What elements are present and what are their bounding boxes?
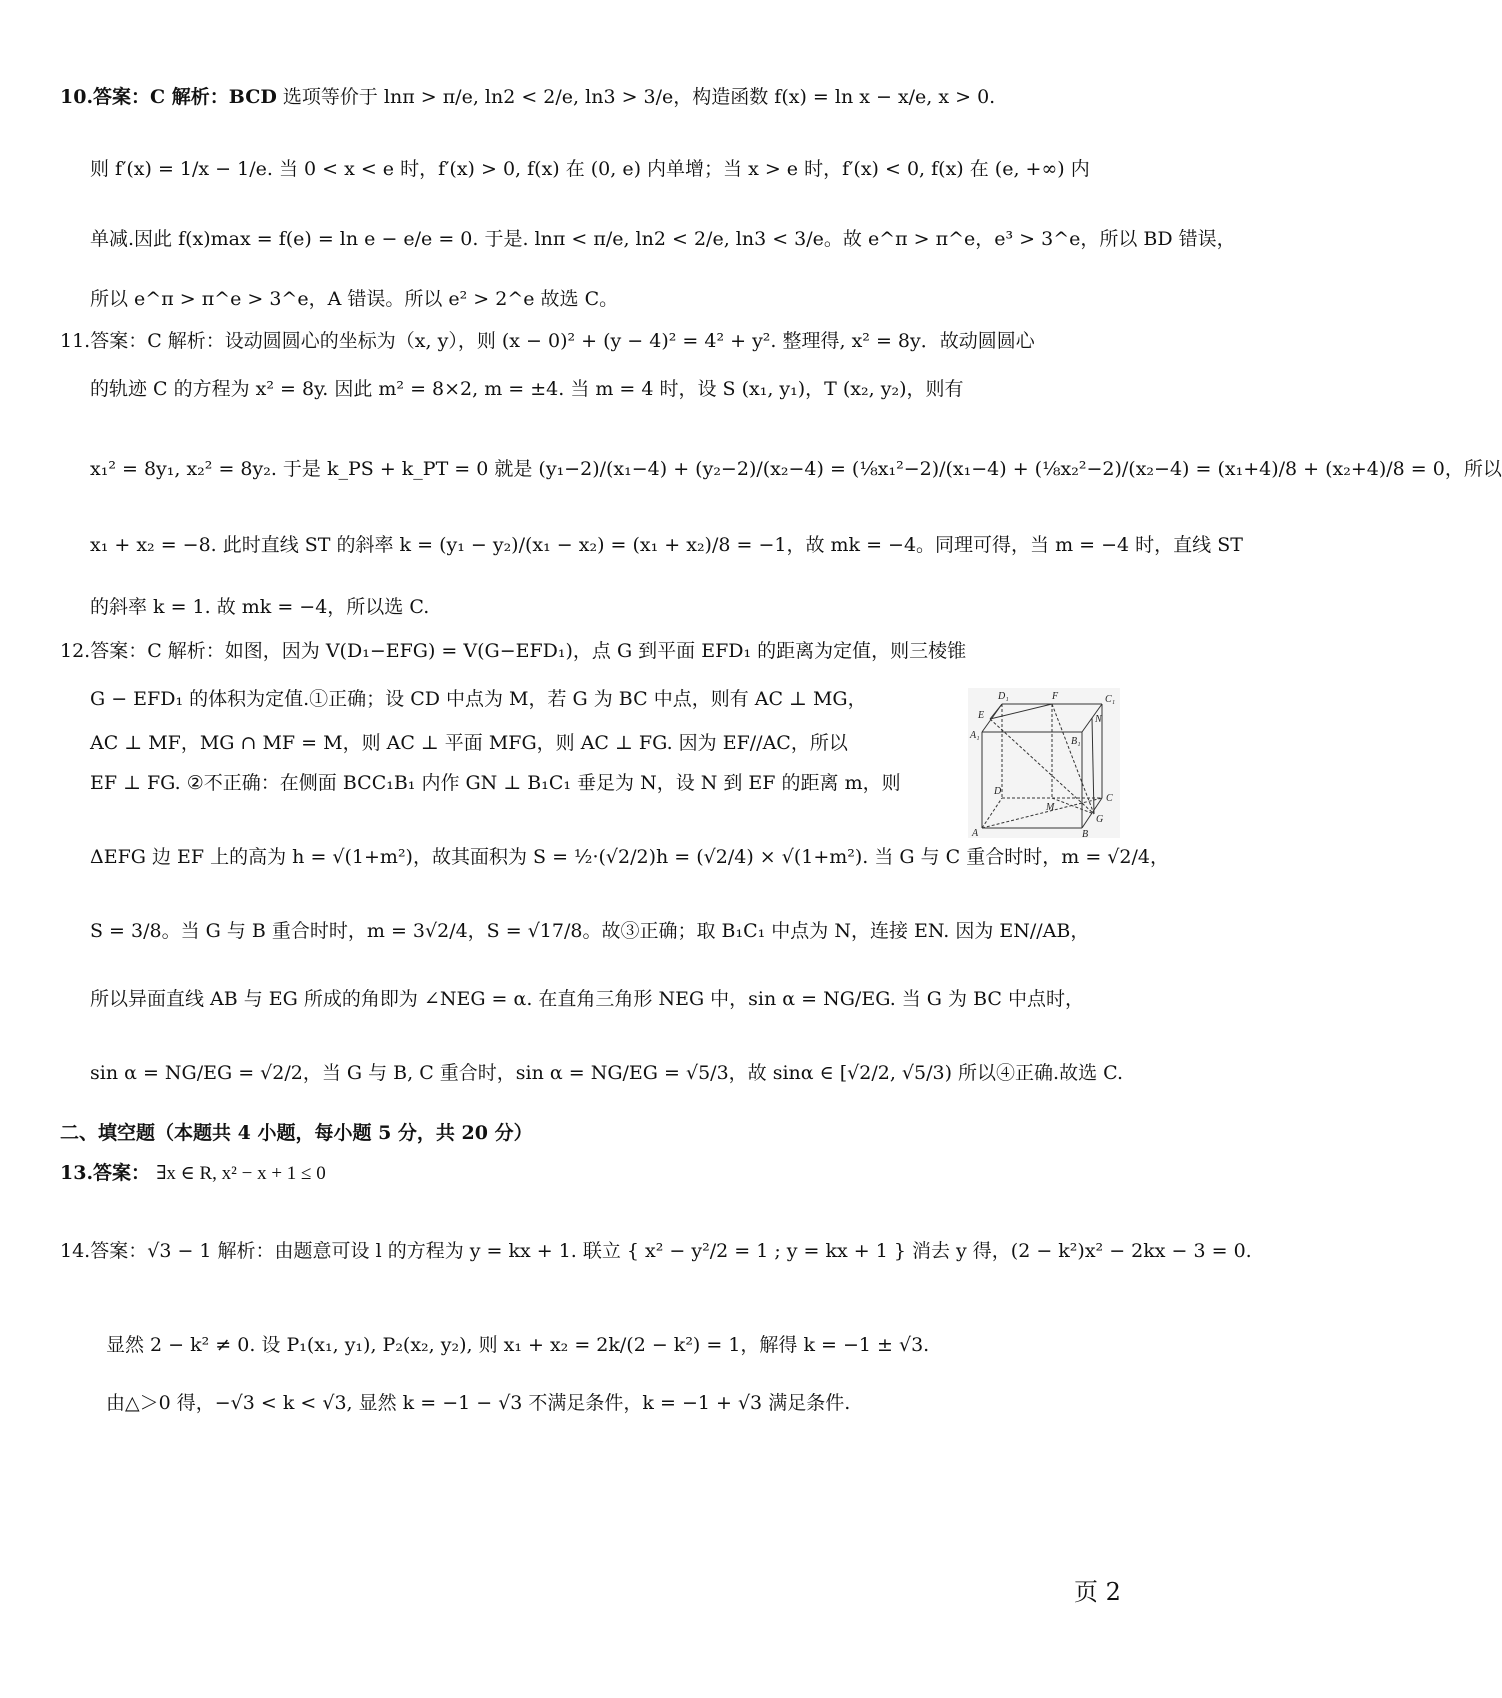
q10-line-4: 所以 e^π > π^e > 3^e，A 错误。所以 e² > 2^e 故选 C。 [90, 288, 619, 310]
q12-line-4: EF ⊥ FG. ②不正确：在侧面 BCC₁B₁ 内作 GN ⊥ B₁C₁ 垂足为 N，设 N 到 EF 的距离 m，则 [90, 772, 901, 794]
q11-line-3: x₁² = 8y₁, x₂² = 8y₂. 于是 k_PS + k_PT = 0 就是 (y₁−2)/(x₁−4) + (y₂−2)/(x₂−4) = (⅛x₁²−2)/(x₁−4) + (⅛x₂²−2)/(x₂−4) = (x₁+4)/8 + (x₂+4)/8 = 0，所以 [90, 458, 1502, 480]
cube-figure [968, 688, 1120, 838]
label-e: E [978, 710, 985, 721]
label-f: F [1052, 691, 1059, 702]
q12-line-1: 12.答案：C 解析：如图，因为 V(D₁−EFG) = V(G−EFD₁)，点 G 到平面 EFD₁ 的距离为定值，则三棱锥 [60, 640, 967, 662]
label-d: D [994, 786, 1002, 797]
q10-line-2: 则 f′(x) = 1/x − 1/e. 当 0 < x < e 时，f′(x) > 0, f(x) 在 (0, e) 内单增；当 x > e 时，f′(x) < 0, f(x) 在 (e, +∞) 内 [90, 158, 1090, 180]
page-number: 页 2 [1074, 1578, 1121, 1606]
q10-answer-label: 10.答案：C 解析：BCD [60, 86, 277, 108]
label-b1: B₁ [1071, 736, 1081, 747]
q11-line-2: 的轨迹 C 的方程为 x² = 8y. 因此 m² = 8×2, m = ±4. 当 m = 4 时，设 S (x₁, y₁)，T (x₂, y₂)，则有 [90, 378, 964, 400]
q12-line-8: sin α = NG/EG = √2/2，当 G 与 B, C 重合时，sin α = NG/EG = √5/3，故 sinα ∈ [√2/2, √5/3) 所以④正确.故选 C. [90, 1062, 1124, 1084]
q13-line [60, 1162, 326, 1186]
q14-line-2: 显然 2 − k² ≠ 0. 设 P₁(x₁, y₁), P₂(x₂, y₂), 则 x₁ + x₂ = 2k/(2 − k²) = 1，解得 k = −1 ± √3. [106, 1334, 930, 1356]
label-g: G [1096, 814, 1104, 825]
q13-answer-label: 13.答案： [60, 1162, 151, 1184]
q12-line-7: 所以异面直线 AB 与 EG 所成的角即为 ∠NEG = α. 在直角三角形 NEG 中，sin α = NG/EG. 当 G 为 BC 中点时， [90, 988, 1084, 1010]
q12-line-6: S = 3/8。当 G 与 B 重合时时，m = 3√2/4，S = √17/8。故③正确；取 B₁C₁ 中点为 N，连接 EN. 因为 EN//AB， [90, 920, 1090, 942]
q11-line-4: x₁ + x₂ = −8. 此时直线 ST 的斜率 k = (y₁ − y₂)/(x₁ − x₂) = (x₁ + x₂)/8 = −1，故 mk = −4。同理可得，当 m = −4 时，直线 ST [90, 534, 1243, 556]
q11-line-5: 的斜率 k = 1. 故 mk = −4，所以选 C. [90, 596, 430, 618]
q14-line-3: 由△＞0 得，−√3 < k < √3, 显然 k = −1 − √3 不满足条件，k = −1 + √3 满足条件. [106, 1392, 851, 1414]
q12-line-3: AC ⊥ MF，MG ∩ MF = M，则 AC ⊥ 平面 MFG，则 AC ⊥ FG. 因为 EF//AC，所以 [90, 732, 848, 754]
label-b: B [1082, 829, 1089, 840]
label-n: N [1095, 714, 1102, 725]
label-d1: D₁ [998, 691, 1009, 702]
q12-line-5: ΔEFG 边 EF 上的高为 h = √(1+m²)，故其面积为 S = ½·(√2/2)h = (√2/4) × √(1+m²). 当 G 与 C 重合时时，m = √2/4， [90, 846, 1169, 868]
label-a1: A₁ [970, 730, 980, 741]
q12-line-2: G − EFD₁ 的体积为定值.①正确；设 CD 中点为 M，若 G 为 BC 中点，则有 AC ⊥ MG， [90, 688, 867, 710]
q14-line-1: 14.答案：√3 − 1 解析：由题意可设 l 的方程为 y = kx + 1. 联立 { x² − y²/2 = 1 ; y = kx + 1 } 消去 y 得，(2 − k²)x² − 2kx − 3 = 0. [60, 1240, 1252, 1262]
q10-line-1 [60, 86, 995, 109]
q13-answer: ∃x ∈ R, x² − x + 1 ≤ 0 [156, 1163, 326, 1184]
label-c: C [1106, 793, 1113, 804]
label-m: M [1046, 802, 1055, 813]
q10-line-3: 单减.因此 f(x)max = f(e) = ln e − e/e = 0. 于是. lnπ < π/e, ln2 < 2/e, ln3 < 3/e。故 e^π > π^e，e³ > 3^e，所以 BD 错误， [90, 228, 1236, 250]
q10-line-1-text: 选项等价于 lnπ > π/e, ln2 < 2/e, ln3 > 3/e，构造函数 f(x) = ln x − x/e, x > 0. [282, 86, 996, 108]
label-a: A [972, 828, 979, 839]
q11-line-1: 11.答案：C 解析：设动圆圆心的坐标为（x, y），则 (x − 0)² + (y − 4)² = 4² + y². 整理得, x² = 8y．故动圆圆心 [60, 330, 1035, 352]
section-heading-fill-in: 二、填空题（本题共 4 小题，每小题 5 分，共 20 分） [60, 1122, 533, 1144]
label-c1: C₁ [1105, 694, 1116, 705]
